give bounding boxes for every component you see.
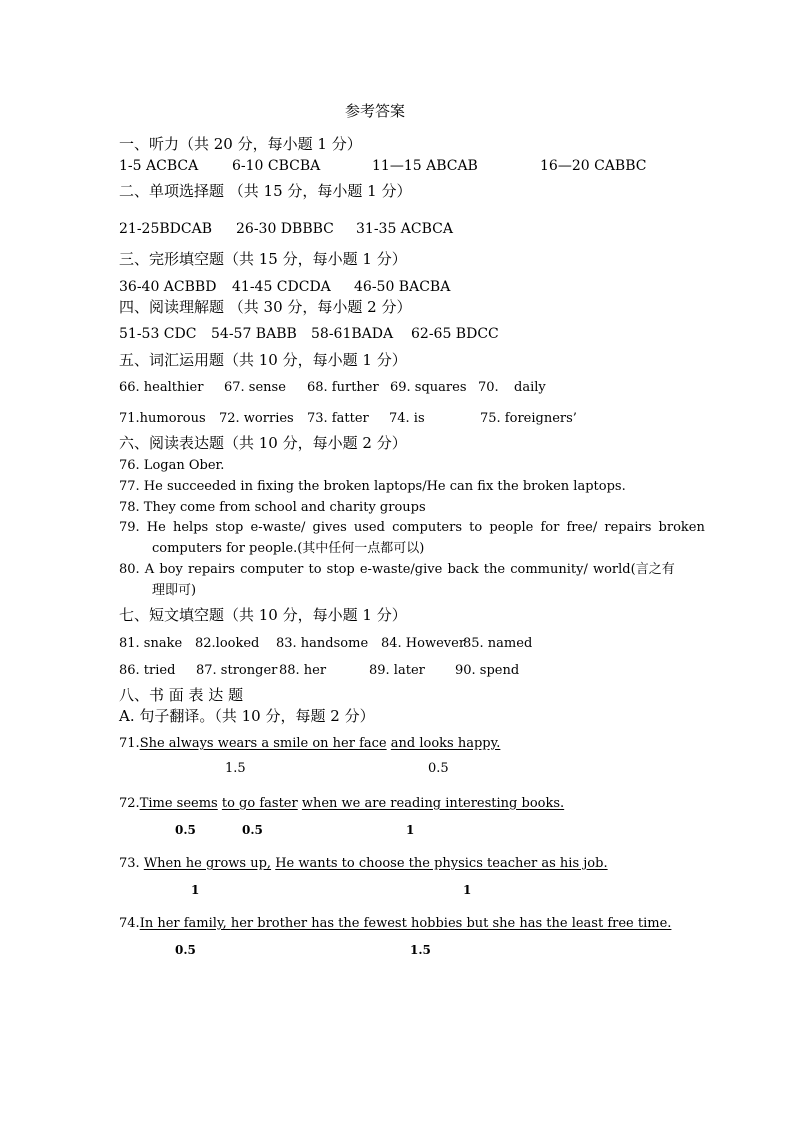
answer-item: 89. later [369,663,425,678]
section-heading-single-choice: 二、单项选择题 （共 15 分，每小题 1 分） [119,182,412,200]
translation-74: 74.In her family, her brother has the fewest hobbies but she has the least free time. [119,916,672,931]
answer-item: 73. fatter [307,411,369,426]
score-mark: 1.5 [225,761,246,776]
answer-item: 70. [478,380,499,395]
answer-item: 86. tried [119,663,176,678]
answer-item: 85. named [463,636,533,651]
answer-line: 79. He helps stop e-waste/ gives used computers to people for free/ repairs broken [119,520,705,535]
answer-item: 71.humorous [119,411,206,426]
subsection-heading-translation: A. 句子翻译。（共 10 分，每题 2 分） [119,707,375,725]
answer-item: 67. sense [224,380,286,395]
answer-group: 36-40 ACBBD [119,279,217,295]
answer-item: 66. healthier [119,380,204,395]
answer-group: 41-45 CDCDA [232,279,331,295]
answer-line: computers for people.(其中任何一点都可以) [152,541,425,556]
answer-group: 46-50 BACBA [354,279,451,295]
score-mark: 1.5 [410,943,431,957]
score-mark: 0.5 [242,823,263,837]
answer-item: 84. However [381,636,466,651]
answer-group: 31-35 ACBCA [356,221,454,237]
answer-item: 81. snake [119,636,183,651]
answer-item: 88. her [279,663,327,678]
answer-line: 77. He succeeded in fixing the broken laptops/He can fix the broken laptops. [119,479,626,494]
answer-group: 62-65 BDCC [411,326,499,342]
answer-line: 80. A boy repairs computer to stop e-waste/give back the community/ world(言之有 [119,562,675,577]
score-mark: 1 [406,823,415,837]
score-mark: 0.5 [175,823,196,837]
answer-group: 21-25BDCAB [119,221,212,237]
answer-group: 1-5 ACBCA [119,158,199,174]
answer-group: 11—15 ABCAB [372,158,478,174]
answer-group: 51-53 CDC [119,326,197,342]
translation-72: 72.Time seems to go faster when we are reading interesting books. [119,796,565,811]
translation-73: 73. When he grows up, He wants to choose the physics teacher as his job. [119,856,608,871]
answer-line: 78. They come from school and charity groups [119,500,426,515]
answer-item: daily [514,380,546,395]
section-heading-listening: 一、听力（共 20 分，每小题 1 分） [119,135,362,153]
answer-group: 6-10 CBCBA [232,158,321,174]
answer-line: 理即可) [152,583,197,598]
section-heading-cloze: 三、完形填空题（共 15 分，每小题 1 分） [119,250,407,268]
page-title: 参考答案 [345,102,406,120]
answer-group: 26-30 DBBBC [236,221,334,237]
translation-71: 71.She always wears a smile on her face and looks happy. [119,736,501,751]
score-mark: 1 [463,883,472,897]
answer-item: 74. is [389,411,425,426]
section-heading-reading-expression: 六、阅读表达题（共 10 分，每小题 2 分） [119,434,407,452]
answer-item: 75. foreigners’ [480,411,577,426]
section-heading-passage-fill: 七、短文填空题（共 10 分，每小题 1 分） [119,606,407,624]
answer-group: 16—20 CABBC [540,158,647,174]
answer-item: 68. further [307,380,379,395]
section-heading-writing: 八、书 面 表 达 题 [119,686,244,704]
answer-item: 90. spend [455,663,520,678]
answer-item: 72. worries [219,411,294,426]
answer-item: 82.looked [195,636,260,651]
answer-line: 76. Logan Ober. [119,458,225,473]
section-heading-vocabulary: 五、词汇运用题（共 10 分，每小题 1 分） [119,351,407,369]
score-mark: 1 [191,883,200,897]
answer-item: 69. squares [390,380,467,395]
answer-item: 83. handsome [276,636,369,651]
section-heading-reading: 四、阅读理解题 （共 30 分，每小题 2 分） [119,298,412,316]
answer-group: 54-57 BABB [211,326,297,342]
answer-group: 58-61BADA [311,326,394,342]
score-mark: 0.5 [175,943,196,957]
answer-item: 87. stronger [196,663,278,678]
score-mark: 0.5 [428,761,449,776]
